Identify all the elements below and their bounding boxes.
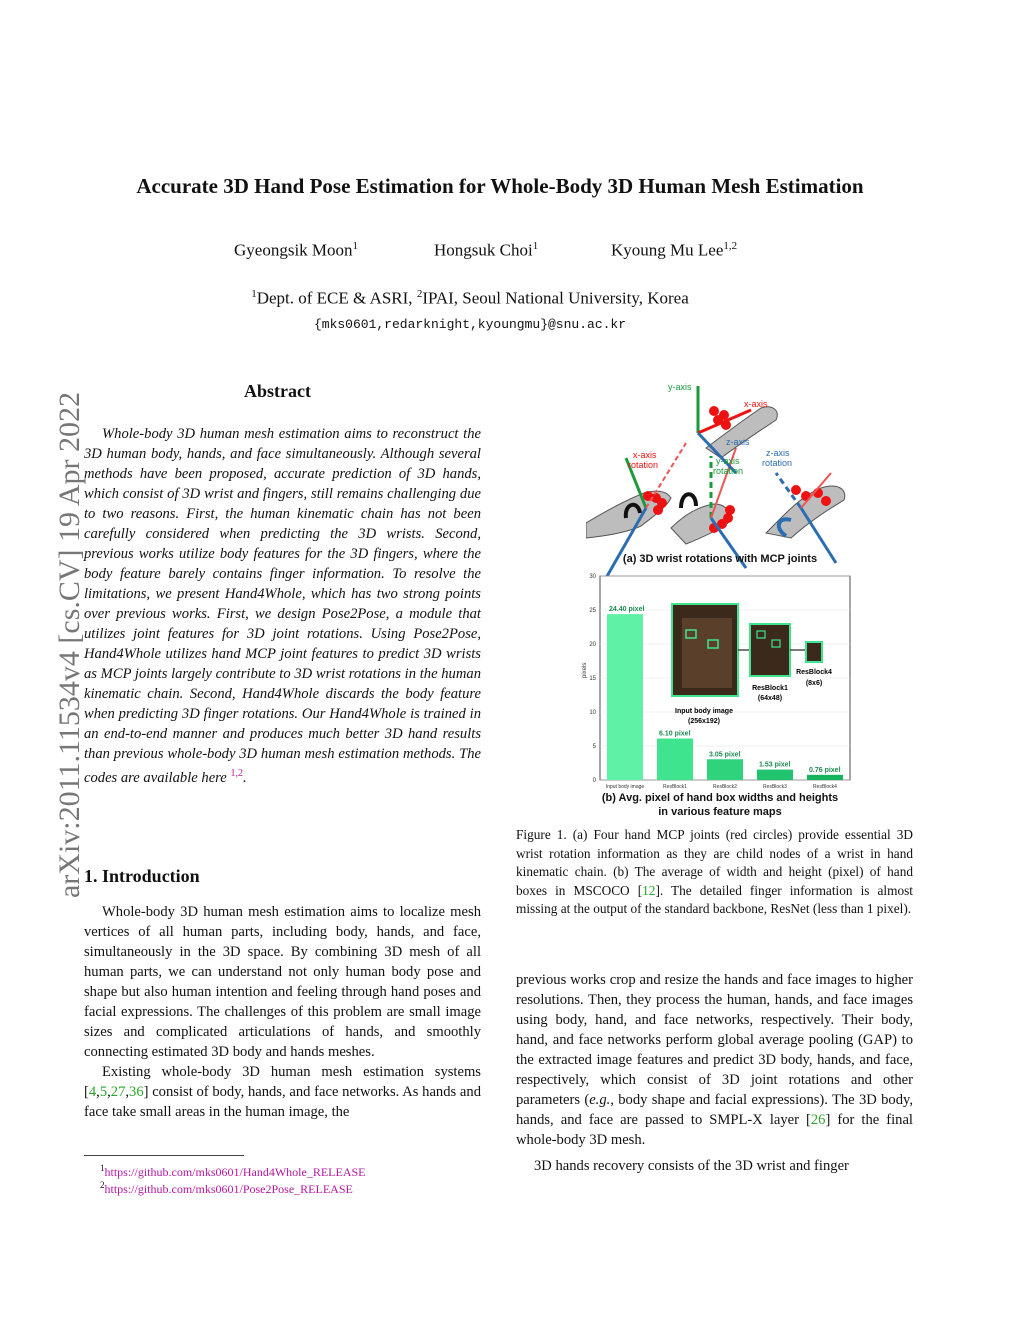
y-tick-label: 20 xyxy=(589,642,596,648)
resblock4-size: (8x6) xyxy=(805,680,823,687)
citation-link[interactable]: 26 xyxy=(810,1112,826,1128)
right-column-body: previous works crop and resize the hands and face images to higher resolutions. Then, they process the human, hands, and face images using body, hand, and face networks, respectively. Their body, hand, and face networks perform global average pooling (GAP) to the extracted image features and predict 3D body, hands, and face, respectively, which consist of 3D joint rotations and other parameters (e.g., body shape and facial expressions). The 3D body, hands, and face are passed to SMPL-X layer [26] for the final whole-body 3D mesh. 3D hands recovery consists of the 3D wrist and finger xyxy=(516,972,913,1174)
label-x-rotation-2: rotation xyxy=(628,460,659,470)
data-label: 3.05 pixel xyxy=(709,751,741,759)
abstract-body: Whole-body 3D human mesh estimation aims to reconstruct the 3D human body, hands, and face simultaneously. Although several methods have been proposed, accurate prediction of 3D hands, which consist of 3D wrist and fingers, still remains challenging due to two reasons. First, the human kinematic chain has not been carefully considered when predicting the 3D wrists. Second, previous works utilize body features for the 3D fingers, where the body feature barely contains finger information. To resolve the limitations, we present Hand4Whole, which has two strong points over previous works. First, we design Pose2Pose, a module that utilizes joint features for 3D joint rotations. Using Pose2Pose, Hand4Whole utilizes hand MCP joint features to predict 3D wrists as MCP joints largely contribute to 3D wrist rotations in the human kinematic chain. Second, Hand4Whole discards the body feature when predicting 3D finger rotations. Our Hand4Whole is trained in an end-to-end manner and produces much better 3D hand results than previous whole-body 3D human mesh estimation methods. The codes are available here $^{1,2}$. xyxy=(84,426,481,786)
data-label: 1.53 pixel xyxy=(759,761,791,769)
section-heading-introduction: 1. Introduction xyxy=(84,866,200,886)
label-y-rotation-2: rotation xyxy=(713,466,744,476)
person-silhouette xyxy=(682,618,732,688)
figure-caption: Figure 1. (a) Four hand MCP joints (red circles) provide essential 3D wrist rotation information as they are child nodes of a wrist in hand kinematic chain. (b) The average of width and height (pixel) of hand boxes in MSCOCO [12]. The detailed finger information is almost missing at the output of the standard backbone, ResNet (less than 1 pixel). xyxy=(516,827,913,916)
label-z-axis: z-axis xyxy=(726,437,750,447)
x-tick-label: ResBlock2 xyxy=(713,784,737,790)
label-y-axis: y-axis xyxy=(668,382,692,392)
x-tick-label: ResBlock4 xyxy=(813,784,837,790)
author-1: Gyeongsik Moon$^1$ xyxy=(234,240,359,260)
footnote-link[interactable]: https://github.com/mks0601/Hand4Whole_RELEASE xyxy=(104,1165,366,1179)
resblock4-image xyxy=(806,642,822,662)
bar xyxy=(707,759,743,780)
bar xyxy=(807,775,843,780)
bar xyxy=(757,770,793,780)
citation-link[interactable]: 27 xyxy=(110,1084,126,1100)
resblock1-size: (64x48) xyxy=(757,695,783,702)
footnote-1: $^1$https://github.com/mks0601/Hand4Whole_RELEASE xyxy=(100,1163,366,1179)
x-tick-label: ResBlock1 xyxy=(663,784,687,790)
y-tick-label: 25 xyxy=(589,608,596,614)
y-tick-label: 10 xyxy=(589,710,596,716)
arxiv-stamp: arXiv:2011.11534v4 [cs.CV] 19 Apr 2022 xyxy=(53,391,86,899)
citation-link[interactable]: 36 xyxy=(129,1084,144,1100)
label-x-rotation: x-axis xyxy=(633,450,657,460)
author-2: Hongsuk Choi$^1$ xyxy=(434,240,539,260)
data-label: 6.10 pixel xyxy=(659,730,691,738)
footnote-link[interactable]: https://github.com/mks0601/Pose2Pose_RELEASE xyxy=(104,1182,353,1196)
resblock1-label: ResBlock1 xyxy=(752,685,788,692)
author-3: Kyoung Mu Lee$^{1,2}$ xyxy=(611,240,738,260)
x-tick-label: Input body image xyxy=(605,784,645,790)
citation-link[interactable]: 12 xyxy=(642,882,656,898)
bar-chart xyxy=(576,568,854,790)
x-tick-label: ResBlock3 xyxy=(763,784,787,790)
figure-panel-a-caption: (a) 3D wrist rotations with MCP joints xyxy=(622,553,818,565)
data-label: 0.76 pixel xyxy=(809,766,841,774)
label-x-axis: x-axis xyxy=(744,399,768,409)
bar xyxy=(657,739,693,780)
paper-title: Accurate 3D Hand Pose Estimation for Whole-Body 3D Human Mesh Estimation xyxy=(136,174,864,198)
figure-panel-b-caption: (b) Avg. pixel of hand box widths and heights in various feature maps xyxy=(601,792,839,818)
y-tick-label: 15 xyxy=(589,676,596,682)
footnote-ref[interactable]: 1,2 xyxy=(230,768,243,779)
resblock4-label: ResBlock4 xyxy=(796,669,832,676)
hand-illustration-3 xyxy=(766,473,845,563)
data-label: 24.40 pixel xyxy=(609,606,645,614)
email: {mks0601,redarknight,kyoungmu}@snu.ac.kr xyxy=(313,317,627,332)
y-tick-label: 5 xyxy=(592,744,596,750)
y-tick-label: 30 xyxy=(589,574,596,580)
citation-link[interactable]: 4 xyxy=(88,1084,97,1100)
y-tick-label: 0 xyxy=(592,778,596,784)
intro-body: Whole-body 3D human mesh estimation aims to localize mesh vertices of all human parts, including body, hands, and face, simultaneously in the 3D space. By combining 3D mesh of all human parts, we can understand not only human body pose and shape but also human intention and feeling through hand poses and facial expressions. The challenges of this problem are small image sizes and complicated articulations of hands, and smoothly connecting estimated 3D body and hands meshes. Existing whole-body 3D human mesh estimation systems [4,5,27,36] consist of body, hands, and face networks. As hands and face take small areas in the human image, the xyxy=(84,904,481,1120)
resblock1-image xyxy=(750,624,790,676)
abstract-heading: Abstract xyxy=(244,381,311,401)
input-image-label: Input body image xyxy=(675,708,733,715)
footnote-rule xyxy=(84,1155,244,1156)
affiliation: $^1$Dept. of ECE & ASRI, $^2$IPAI, Seoul National University, Korea xyxy=(251,288,689,308)
input-image-size: (256x192) xyxy=(688,718,720,725)
y-axis-label: pixels xyxy=(582,662,588,678)
figure-panel-a xyxy=(586,378,926,578)
citation-link[interactable]: 5 xyxy=(99,1084,108,1100)
footnote-2: $^2$https://github.com/mks0601/Pose2Pose_RELEASE xyxy=(100,1180,353,1196)
label-z-rotation-2: rotation xyxy=(762,458,793,468)
label-y-rotation: y-axis xyxy=(716,456,740,466)
label-z-rotation: z-axis xyxy=(766,448,790,458)
bar xyxy=(607,614,643,780)
